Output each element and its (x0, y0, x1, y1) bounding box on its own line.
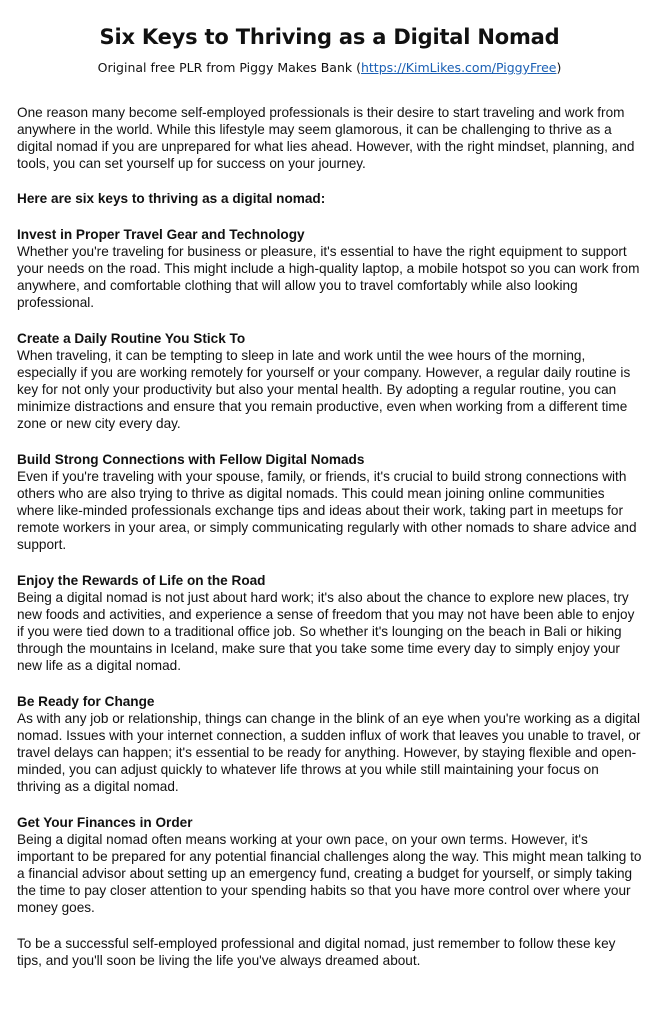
subtitle-suffix: ) (556, 60, 562, 75)
section-body: When traveling, it can be tempting to sleep in late and work until the wee hours of the morning, especially if you are working remotely for yourself or your company. However, a regular daily routine is key for not only your productivity but also your mental health. By adopting a regular routine, you can minimize distractions and ensure that you remain productive, even when working from a different time zone or new city every day. (17, 348, 631, 431)
section-body: Even if you're traveling with your spouse, family, or friends, it's crucial to build strong connections with others who are also trying to thrive as digital nomads. This could mean joining online communities where like-minded professionals exchange tips and ideas about their work, taking part in meetups for remote workers in your area, or simply communicating regularly with other nomads to share advice and support. (17, 469, 637, 552)
section-body: Whether you're traveling for business or pleasure, it's essential to have the right equipment to support your needs on the road. This might include a high-quality laptop, a mobile hotspot so you can work from anywhere, and comfortable clothing that will allow you to travel comfortably while also looking professional. (17, 244, 640, 310)
section-change (17, 693, 642, 795)
section-rewards (17, 572, 642, 674)
section-finances (17, 814, 642, 916)
lead-sentence: Here are six keys to thriving as a digital nomad: (17, 191, 326, 206)
section-heading: Create a Daily Routine You Stick To (17, 331, 246, 346)
section-body: As with any job or relationship, things can change in the blink of an eye when you're working as a digital nomad. Issues with your internet connection, a sudden influx of work that leaves you unable to travel, or travel delays can happen; it's essential to be ready for anything. However, by staying flexible and open-minded, you can adjust quickly to whatever life throws at you while still maintaining your focus on thriving as a digital nomad. (17, 711, 641, 794)
section-heading: Build Strong Connections with Fellow Digital Nomads (17, 452, 365, 467)
section-connections (17, 451, 642, 553)
section-body: Being a digital nomad is not just about hard work; it's also about the chance to explore new places, try new foods and activities, and experience a sense of freedom that you may not have been able to enjoy if you were tied down to a traditional office job. So whether it's lounging on the beach in Bali or hiking through the mountains in Iceland, make sure that you take some time every day to simply enjoy your new life as a digital nomad. (17, 590, 635, 673)
intro-paragraph: One reason many become self-employed professionals is their desire to start traveling and work from anywhere in the world. While this lifestyle may seem glamorous, it can be challenging to thrive as a digital nomad if you are unprepared for what lies ahead. However, with the right mindset, planning, and tools, you can set yourself up for success on your journey. (17, 105, 635, 171)
subtitle-prefix: Original free PLR from Piggy Makes Bank ( (97, 60, 361, 75)
section-body: Being a digital nomad often means working at your own pace, on your own terms. However, it's important to be prepared for any potential financial challenges along the way. This might mean talking to a financial advisor about setting up an emergency fund, creating a budget for yourself, or simply taking the time to pay closer attention to your spending habits so that you have more control over where your money goes. (17, 832, 642, 915)
section-heading: Enjoy the Rewards of Life on the Road (17, 573, 266, 588)
section-heading: Get Your Finances in Order (17, 815, 193, 830)
source-link[interactable]: https://KimLikes.com/PiggyFree (360, 60, 557, 75)
section-heading: Invest in Proper Travel Gear and Technology (17, 227, 305, 242)
document-subtitle (17, 60, 642, 76)
document-title: Six Keys to Thriving as a Digital Nomad (99, 25, 560, 49)
conclusion-paragraph: To be a successful self-employed professional and digital nomad, just remember to follow these key tips, and you'll soon be living the life you've always dreamed about. (17, 936, 616, 968)
section-travel-gear (17, 226, 642, 311)
section-daily-routine (17, 330, 642, 432)
section-heading: Be Ready for Change (17, 694, 155, 709)
